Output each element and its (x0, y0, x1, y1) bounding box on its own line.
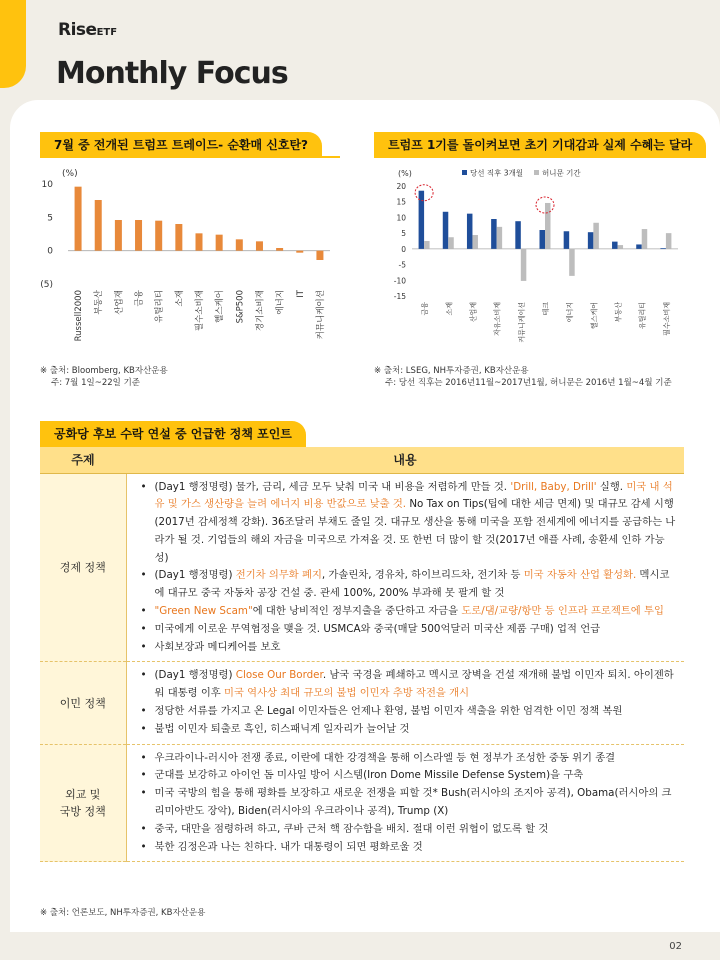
policy-content (126, 744, 684, 862)
chart2-legend-swatch (534, 170, 539, 175)
chart1-xtick: IT (295, 290, 306, 298)
chart1-xtick: Russell2000 (74, 290, 85, 342)
chart2-bar (636, 244, 642, 248)
chart2-ytick: -10 (393, 276, 406, 286)
rise-etf-logo: RiseETF (58, 20, 118, 40)
policy-item (139, 767, 677, 785)
chart2-ytick: 0 (401, 244, 406, 254)
chart2-bar (545, 203, 551, 249)
chart2-svg (372, 164, 684, 364)
chart2-bar (540, 230, 546, 249)
chart2-highlight-circle (415, 185, 433, 201)
chart1-xtick: 필수소비재 (195, 290, 205, 332)
chart1-xtick: S&P500 (235, 290, 246, 324)
chart1-xtick: 산업재 (114, 290, 125, 315)
page-number: 02 (669, 941, 682, 952)
chart2-xtick: 유틸리티 (638, 302, 647, 330)
policy-text: 미국 국방의 힘을 통해 평화를 보장하고 새로운 전쟁을 피할 것* Bush(러시아의 조지아 공격), Obama(러시아의 크리미아반도 장악), Biden(러시아의 우크라이나 공격), Trump (X) (154, 787, 672, 818)
chart2-bar (515, 221, 521, 249)
chart1-ytick: 10 (41, 180, 53, 190)
policy-row (40, 662, 684, 744)
policy-text: 사회보장과 메디케어를 보호 (154, 640, 281, 653)
policy-item (139, 721, 677, 739)
header-topic: 주제 (40, 447, 126, 473)
chart2-bar (660, 248, 666, 249)
policy-text: 미국에게 이로운 무역협정을 맺을 것. USMCA와 중국(매달 500억달러 미국산 제품 구매) 업적 언급 (154, 622, 601, 635)
policy-text: 에 대한 낭비적인 정부지출을 중단하고 자금을 (252, 605, 462, 618)
policy-tag: 공화당 후보 수락 연설 중 언급한 정책 포인트 (40, 421, 306, 447)
chart1-tag-underline (40, 156, 340, 158)
chart1-bar (296, 251, 303, 253)
policy-list (139, 750, 677, 857)
policy-topic: 외교 및 국방 정책 (40, 744, 126, 862)
chart1-bar (216, 235, 223, 251)
policy-row (40, 473, 684, 662)
chart1-ytick: 5 (47, 213, 53, 224)
chart1-note: 주: 7월 1일~22일 기준 (51, 378, 140, 388)
chart1-unit: (%) (62, 169, 78, 179)
chart1-xtick: 경기소비재 (255, 290, 266, 332)
policy-row (40, 744, 684, 862)
chart1-source (40, 365, 168, 389)
chart1-svg (38, 164, 338, 364)
policy-text: 우크라이나-러시아 전쟁 종료, 이란에 대한 강경책을 통해 이스라엘 등 현 정부가 조성한 중동 위기 종결 (154, 751, 616, 764)
chart1-ytick: 0 (47, 246, 53, 257)
chart2-bar (521, 249, 527, 281)
chart2-bar (491, 219, 497, 249)
policy-item (139, 667, 677, 703)
chart2-bar (642, 229, 648, 249)
policy-content (126, 473, 684, 662)
policy-text: 중국, 대만을 점령하려 하고, 쿠바 근처 핵 잠수함을 배치. 절대 이런 위협이 없도록 할 것 (154, 822, 549, 835)
chart1-bar (115, 220, 122, 251)
policy-item (139, 567, 677, 603)
policy-text: (Day1 행정명령) (154, 669, 236, 682)
chart2-xtick: 헬스케어 (590, 302, 599, 330)
policy-text: 군대를 보강하고 아이언 돔 미사일 방어 시스템(Iron Dome Missile Defense System)을 구축 (154, 769, 584, 782)
chart2-xtick: 자유소비재 (493, 302, 502, 336)
chart2-source-text: ※ 출처: LSEG, NH투자증권, KB자산운용 (374, 366, 529, 376)
policy-topic: 경제 정책 (40, 473, 126, 662)
chart2-legend-label: 당선 직후 3개월 (470, 168, 524, 178)
policy-text: , 가솔린차, 경유차, 하이브리드차, 전기차 등 (321, 569, 524, 582)
policy-list (139, 667, 677, 738)
chart1-bar (95, 200, 102, 251)
policy-item (139, 479, 677, 568)
chart1-bar (175, 224, 182, 251)
chart2-xtick: 금융 (421, 302, 430, 316)
chart2-ytick: 10 (396, 213, 406, 223)
chart2-bar (497, 227, 503, 249)
policy-text: 정당한 서류를 가지고 온 Legal 이민자들은 언제나 환영, 불법 이민자 색출을 위한 엄격한 이민 정책 복원 (154, 705, 623, 718)
policy-table-body (40, 473, 684, 862)
chart2-legend-swatch (462, 170, 467, 175)
highlighted-text: "Green New Scam" (154, 605, 253, 618)
policy-text: 불법 이민자 퇴출로 흑인, 히스패닉계 일자리가 늘어날 것 (154, 722, 410, 735)
chart1-bar (196, 233, 203, 250)
policy-item (139, 785, 677, 821)
corner-accent (0, 0, 26, 88)
chart1-bar (256, 241, 263, 250)
page-title: Monthly Focus (56, 56, 288, 91)
chart1-bar (155, 221, 162, 251)
chart2-bar (467, 214, 473, 249)
header-content: 내용 (126, 447, 684, 473)
policy-table-header (40, 447, 684, 473)
chart1-source-text: ※ 출처: Bloomberg, KB자산운용 (40, 366, 168, 376)
chart1-xtick: 에너지 (275, 290, 286, 315)
chart2-xtick: 필수소비재 (662, 302, 671, 336)
chart1-xtick: 금융 (134, 290, 145, 307)
highlighted-text: 미국 내 석유 및 가스 생산량을 늘려 에너지 비용 반값으로 낮출 것. (154, 480, 673, 511)
chart2-bar (569, 249, 575, 276)
chart2-ytick: 20 (396, 182, 406, 191)
highlighted-text: 미국 자동차 산업 활성화. (523, 569, 637, 582)
chart2-ytick: -15 (393, 292, 406, 301)
chart2-bar (424, 241, 430, 249)
policy-text: . 남국 국경을 폐쇄하고 멕시코 장벽을 건설 재개해 불법 이민자 퇴치. 아이젠하워 대통령 이후 (154, 669, 674, 700)
policy-source: ※ 출처: 언론보도, NH투자증권, KB자산운용 (40, 908, 206, 918)
policy-text: (Day1 행정명령) (154, 569, 236, 582)
chart2-ytick: -5 (398, 260, 406, 270)
chart2-bar (564, 231, 570, 249)
chart2-xtick: 산업재 (469, 302, 478, 323)
policy-text: (Day1 행정명령) 물가, 금리, 세금 모두 낮춰 미국 내 비용을 저렴하게 만들 것. (154, 480, 511, 493)
chart2-ytick: 15 (396, 197, 406, 207)
highlighted-text: 도로/댐/교량/항만 등 인프라 프로젝트에 투입 (461, 605, 664, 618)
policy-item (139, 750, 677, 768)
policy-text: 북한 김정은과 나는 친하다. 내가 대통령이 되면 평화로울 것 (154, 840, 423, 853)
chart1-bar (316, 251, 323, 260)
chart1-bar (75, 187, 82, 251)
chart2-xtick: 에너지 (566, 302, 575, 323)
policy-text: 멕시코에 대규모 중국 자동차 공장 건설 중. 관세 100%, 200% 부과해 못 팔게 할 것 (154, 569, 670, 600)
policy-list (139, 479, 677, 657)
chart2-xtick: 커뮤니케이션 (517, 302, 526, 343)
highlighted-text: 전기차 의무화 폐지 (235, 569, 322, 582)
policy-item (139, 839, 677, 857)
policy-content (126, 662, 684, 744)
chart2-unit: (%) (398, 169, 412, 178)
chart1-xtick: 유틸리티 (154, 290, 165, 323)
policy-topic: 이민 정책 (40, 662, 126, 744)
chart2-note: 주: 당선 직후는 2016년11월~2017년1월, 허니문은 2016년 1월~4월 기준 (385, 378, 672, 388)
policy-text: 실행. (596, 480, 627, 493)
policy-item (139, 703, 677, 721)
chart1-xtick: 헬스케어 (215, 290, 226, 323)
chart2-bar (666, 233, 672, 249)
policy-text: No Tax on Tips(팁에 대한 세금 면제) 및 대규모 감세 시행(2017년 감세정책 강화). 36조달러 부채도 줄일 것. 대규모 생산을 통해 미국을 포함 전세계에 에너지를 공급하는 나라가 될 것. 기업들의 해외 자금을 미국으로 가져올 것. 또 한번 더 많이 할 것(2017년 애플 사례, 송환세 인하 가능성) (154, 498, 676, 564)
chart2-ytick: 5 (401, 229, 406, 239)
chart2-bar (618, 245, 624, 249)
policy-item (139, 639, 677, 657)
policy-item (139, 603, 677, 621)
chart2-tag-underline (374, 156, 682, 158)
chart1-tag: 7월 중 전개된 트럼프 트레이드- 순환매 신호탄? (40, 132, 322, 158)
chart2-tag: 트럼프 1기를 돌이켜보면 초기 기대감과 실제 수혜는 달라 (374, 132, 706, 158)
chart1-xtick: 커뮤니케이션 (315, 290, 326, 340)
chart2-legend-label: 허니문 기간 (542, 168, 581, 178)
policy-table (40, 447, 684, 862)
chart2-bar (593, 223, 599, 249)
chart1-bar (135, 220, 142, 251)
policy-item (139, 821, 677, 839)
chart2-bar (588, 232, 594, 249)
chart1-xtick: 부동산 (94, 290, 105, 315)
chart2-bar (612, 242, 618, 249)
chart2-xtick: 테크 (542, 302, 550, 316)
chart2-bar (472, 235, 478, 249)
highlighted-text: Close Our Border (235, 669, 323, 682)
chart1-bar (236, 239, 243, 250)
chart2-xtick: 소재 (445, 302, 454, 316)
chart2-bar (443, 212, 449, 249)
chart2-xtick: 부동산 (614, 302, 623, 323)
chart1-ytick: (5) (40, 280, 53, 290)
policy-item (139, 621, 677, 639)
highlighted-text: 미국 역사상 최대 규모의 불법 이민자 추방 작전을 개시 (224, 687, 470, 700)
chart1-xtick: 소재 (174, 290, 185, 307)
chart1-bar (276, 248, 283, 251)
chart2-source (374, 365, 672, 389)
chart2-bar (448, 237, 454, 249)
highlighted-text: 'Drill, Baby, Drill' (510, 480, 597, 493)
